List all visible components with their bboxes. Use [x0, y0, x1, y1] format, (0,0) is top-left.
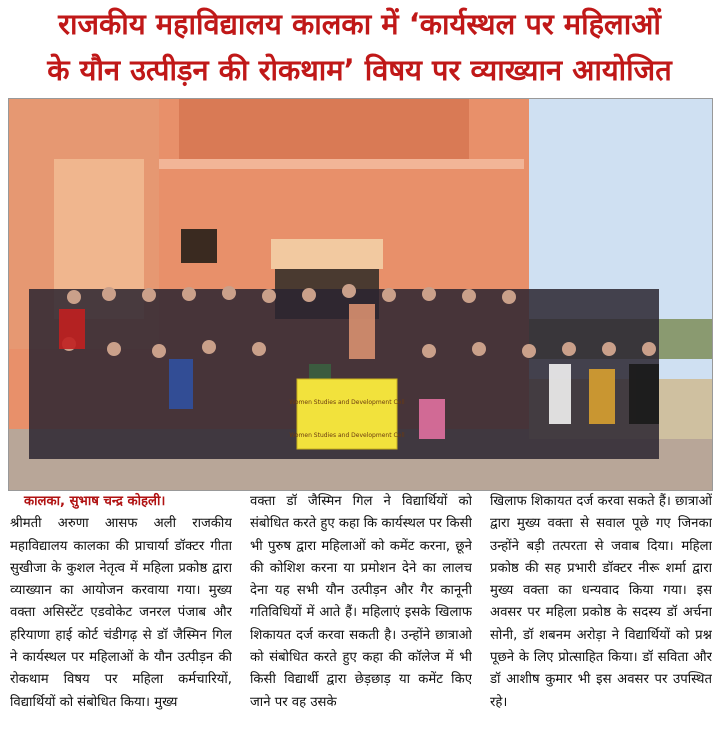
group-photo	[8, 98, 713, 491]
dateline: कालका, सुभाष चन्द्र कोहली।	[24, 494, 166, 509]
headline-line-2: के यौन उत्पीड़न की रोकथाम’ विषय पर व्याख्यान आयोजित	[47, 53, 672, 87]
banner-text-bottom: Women Studies and Development Cell	[289, 432, 405, 439]
article-text-3: खिलाफ शिकायत दर्ज करवा सकते हैं। छात्राओं द्वारा मुख्य वक्ता से सवाल पूछे गए जिनका उन्होंने बड़ी तत्परता से जवाब दिया। महिला प्रकोष्ठ की सह प्रभारी डॉक्टर नीरू शर्मा द्वारा मुख्य वक्ता का धन्यवाद किया गया। इस अवसर पर महिला प्रकोष्ठ के सदस्य डॉ अर्चना सोनी, डॉ शबनम अरोड़ा ने विद्यार्थियों को प्रश्न पूछने के लिए प्रोत्साहित किया। डॉ सविता और डॉ आशीष कुमार भी इस अवसर पर उपस्थित रहे।	[490, 494, 712, 710]
article-column-3	[490, 491, 712, 731]
banner-text-top: Women Studies and Development Cell	[289, 399, 405, 406]
article-column-2	[250, 491, 472, 731]
headline-line-1: राजकीय महाविद्यालय कालका में ‘कार्यस्थल पर महिलाओं	[58, 7, 661, 41]
group-photo-illustration	[9, 99, 712, 490]
article-text-1: श्रीमती अरुणा आसफ अली राजकीय महाविद्यालय कालका की प्राचार्या डॉक्टर गीता सुखीजा के कुशल नेतृत्व में महिला प्रकोष्ठ द्वारा व्याख्यान का आयोजन करवाया गया। मुख्य वक्ता असिस्टेंट एडवोकेट जनरल पंजाब और हरियाणा हाई कोर्ट चंडीगढ़ से डॉ जैस्मिन गिल ने कार्यस्थल पर महिलाओं के यौन उत्पीड़न की रोकथाम विषय पर महिला कर्मचारियों, विद्यार्थियों को संबोधित किया। मुख्य	[10, 516, 232, 710]
article-text-2: वक्ता डॉ जैस्मिन गिल ने विद्यार्थियों को संबोधित करते हुए कहा कि कार्यस्थल पर किसी भी पुरुष द्वारा महिलाओं को कमेंट करना, छूने की कोशिश करना या प्रमोशन देने का लालच देना यह सभी यौन उत्पीड़न और गैर कानूनी गतिविधियों में आते हैं। महिलाएं इसके खिलाफ शिकायत दर्ज करवा सकती है। उन्होंने छात्राओ को संबोधित करते हुए कहा की कॉलेज में भी किसी विद्यार्थी द्वारा छेड़छाड़ या कमेंट किए जाने पर वह उसके	[250, 494, 472, 710]
article-column-1	[10, 491, 232, 731]
